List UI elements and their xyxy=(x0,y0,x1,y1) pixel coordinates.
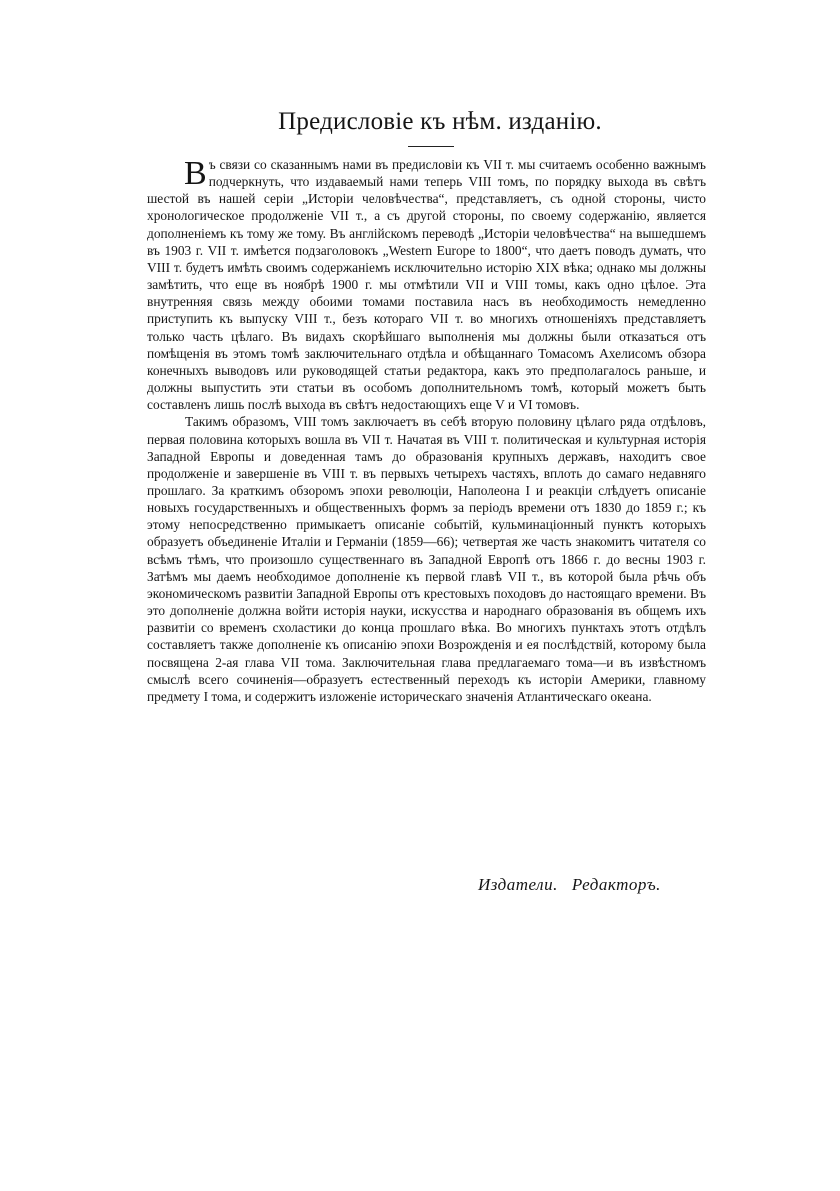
signature xyxy=(478,875,675,895)
preface-body xyxy=(147,156,706,705)
drop-cap: В xyxy=(184,155,207,192)
signature-editor: Редакторъ. xyxy=(571,875,661,894)
paragraph-2: Такимъ образомъ, VIII томъ заключаетъ въ себѣ вторую половину цѣлаго ряда отдѣловъ, первая половина которыхъ вошла въ VII т. Начатая въ VIII т. политическая и культурная исторія Западной Европы и доведенная тамъ до образованія крупныхъ державъ, находитъ свое продолженіе и завершеніе въ VIII т. въ первыхъ четырехъ частяхъ, вплоть до самаго недавняго прошлаго. За краткимъ обзоромъ эпохи революціи, Наполеона I и реакціи слѣдуетъ описаніе новыхъ государственныхъ и общественныхъ формъ за періодъ времени отъ 1830 до 1859 г.; къ этому непосредственно примыкаетъ описаніе событій, кульминаціонный пунктъ которыхъ образуетъ объединеніе Италіи и Германіи (1859—66); четвертая же часть знакомитъ читателя со всѣмъ тѣмъ, что произошло существеннаго въ Западной Европѣ отъ 1866 г. до весны 1903 г. Затѣмъ мы даемъ необходимое дополненіе къ первой главѣ VII т., въ которой была рѣчь объ экономическомъ развитіи Западной Европы отъ крестовыхъ походовъ до настоящаго времени. Въ это дополненіе должна войти исторія науки, искусства и народнаго образованія въ общемъ ихъ развитіи со временъ схоластики до конца прошлаго вѣка. Во многихъ пунктахъ этотъ отдѣлъ составляетъ также дополненіе къ описанію эпохи Возрожденія и ея послѣдствій, которому была посвящена 2-ая глава VII тома. Заключительная глава предлагаемаго тома—и въ извѣстномъ смыслѣ всего сочиненія—образуетъ естественный переходъ къ исторіи Америки, главному предмету I тома, и содержитъ изложеніе историческаго значенія Атлантическаго океана. xyxy=(147,414,706,704)
paragraph-1-text: ъ связи со сказаннымъ нами въ предисловіи къ VII т. мы считаемъ особенно важнымъ подчеркнуть, что издаваемый нами теперь VIII томъ, по порядку выхода въ свѣтъ шестой въ нашей серіи „Исторіи человѣчества“, представляетъ, съ одной стороны, чисто хронологическое продолженіе VII т., а съ другой стороны, по своему содержанію, является дополненіемъ къ тому же тому. Въ англійскомъ переводѣ „Исторіи человѣчества“ на вышедшемъ въ 1903 г. VII т. имѣется подзаголовокъ „Western Europe to 1800“, что даетъ поводъ думать, что VIII т. будетъ имѣть своимъ содержаніемъ исключительно исторію XIX вѣка; однако мы должны замѣтить, что еще въ ноябрѣ 1900 г. мы отмѣтили VII и VIII томы, какъ одно цѣлое. Эта внутренняя связь между обоими томами поставила насъ въ необходимость немедленно приступить къ выпуску VIII т., безъ котораго VII т. во многихъ отношеніяхъ представляетъ только часть цѣлаго. Въ видахъ скорѣйшаго выполненія мы должны были отказаться отъ помѣщенія въ этомъ томѣ заключительнаго отдѣла и обѣщаннаго Томасомъ Ахелисомъ обзора конечныхъ выводовъ или руководящей статьи редактора, какъ это предполагалось раньше, и должны выпустить эти статьи въ особомъ дополнительномъ томѣ, который можетъ быть составленъ лишь послѣ выхода въ свѣтъ недостающихъ еще V и VI томовъ. xyxy=(147,157,706,413)
page-title: Предисловіе къ нѣм. изданію. xyxy=(278,108,602,135)
paragraph-1 xyxy=(147,156,706,413)
title-divider xyxy=(408,146,454,147)
signature-publishers: Издатели. xyxy=(478,875,558,894)
